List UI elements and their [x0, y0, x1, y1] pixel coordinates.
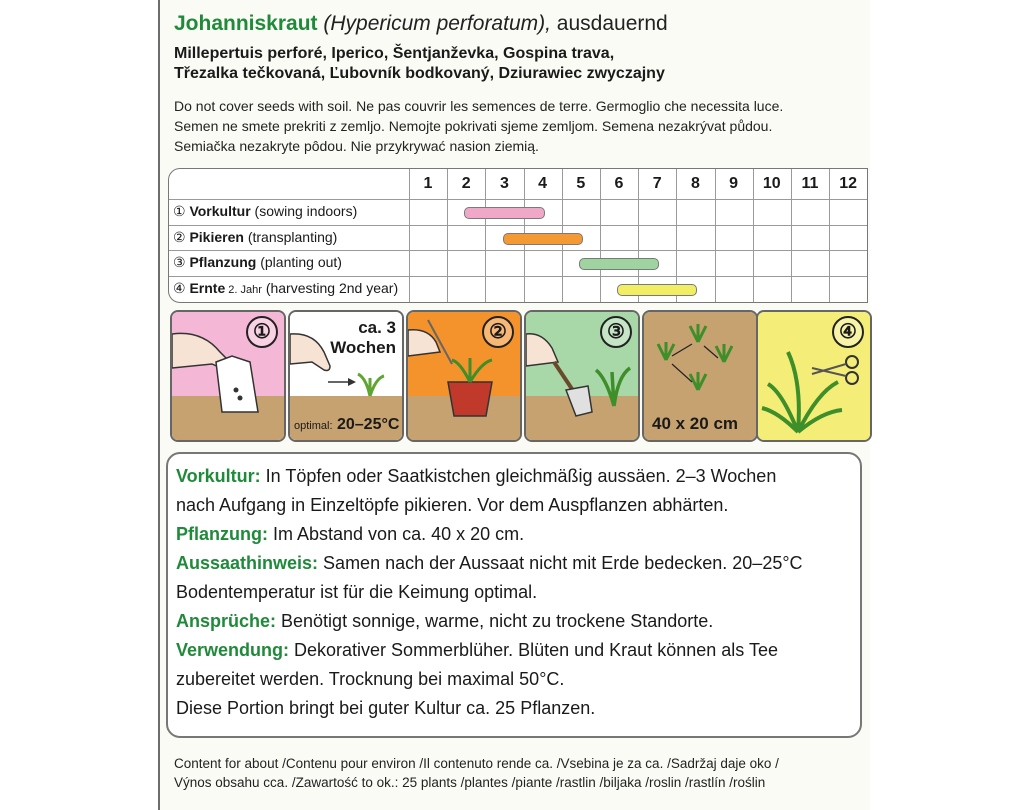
seed-packet-back: [158, 0, 870, 810]
temp-value: 20–25°C: [336, 416, 400, 433]
month-label: 10: [762, 175, 781, 192]
panel-pricking-out: [406, 310, 522, 442]
note-line: Semen ne smete prekriti z zemljo. Nemojte pokrivati sjeme zemljom. Semena nezakrývat půdou.: [174, 118, 773, 134]
temp-caption: optimal:: [294, 420, 333, 432]
month-label: 12: [839, 175, 858, 192]
verwendung-line-2: zubereitet werden. Trocknung bei maximal 50°C.: [176, 669, 565, 689]
month-label: 11: [801, 175, 819, 192]
calendar-bar: [579, 258, 659, 270]
step-number: ③: [600, 316, 632, 348]
month-label: 6: [614, 175, 624, 192]
pflanzung-text: Im Abstand von ca. 40 x 20 cm.: [268, 524, 525, 544]
calendar-row-label: ④ Ernte 2. Jahr (harvesting 2nd year): [173, 279, 399, 296]
calendar-row-label: ③ Pflanzung (planting out): [173, 254, 342, 270]
latin-name: (Hypericum perforatum),: [323, 12, 551, 35]
calendar-row-label: ② Pikieren (transplanting): [173, 228, 338, 245]
month-label: 2: [461, 175, 471, 192]
step-number: ①: [246, 316, 278, 348]
content-footer: [174, 754, 779, 792]
footer-line: Výnos obsahu cca. /Zawartość to ok.: 25 plants /plantes /piante /rastlin /biljaka /roslin /rastlín /roślin: [174, 775, 766, 790]
instructions-box: [166, 452, 862, 738]
step-number: ④: [832, 316, 864, 348]
panel-planting: [524, 310, 640, 442]
german-name: Johanniskraut: [174, 12, 318, 35]
month-label: 7: [652, 175, 662, 192]
aussaat-line: [176, 549, 803, 578]
vorkultur-line-2: nach Aufgang in Einzeltöpfe pikieren. Vor dem Auspflanzen abhärten.: [176, 495, 729, 515]
calendar-bar: [464, 207, 544, 219]
panel-spacing: [642, 310, 758, 442]
verwendung-label: Verwendung:: [176, 640, 290, 660]
month-label: 5: [576, 175, 586, 192]
pflanzung-label: Pflanzung:: [176, 524, 268, 544]
note-line: Semiačka nezakryte pôdou. Nie przykrywać nasion ziemią.: [174, 138, 539, 154]
verwendung-text: Dekorativer Sommerblüher. Blüten und Kraut können als Tee: [289, 640, 778, 660]
calendar-bar: [617, 284, 697, 296]
growing-calendar: [168, 168, 868, 303]
panel-sowing: [170, 310, 286, 442]
month-label: 1: [423, 175, 433, 192]
spacing-label: 40 x 20 cm: [652, 414, 739, 433]
packet-title: [174, 12, 668, 36]
names-line: Millepertuis perforé, Iperico, Šentjanževka, Gospina trava,: [174, 45, 615, 62]
panel-germination: [288, 310, 404, 442]
names-line: Třezalka tečkovaná, Ľubovník bodkovaný, Dziurawiec zwyczajny: [174, 65, 665, 82]
vorkultur-line: [176, 462, 776, 491]
month-label: 3: [499, 175, 509, 192]
duration-label: ca. 3: [358, 318, 396, 337]
anspruche-label: Ansprüche:: [176, 611, 277, 631]
footer-line: Content for about /Contenu pour environ /Il contenuto rende ca. /Vsebina je za ca. /Sadržaj daje oko /: [174, 756, 779, 771]
step-number: ②: [482, 316, 514, 348]
month-label: 4: [538, 175, 548, 192]
anspruche-text: Benötigt sonnige, warme, nicht zu trockene Standorte.: [276, 611, 714, 631]
vorkultur-label: Vorkultur:: [176, 466, 261, 486]
calendar-bar: [503, 233, 583, 245]
portion-line: Diese Portion bringt bei guter Kultur ca. 25 Pflanzen.: [176, 698, 596, 718]
sowing-notes: [174, 96, 783, 156]
month-label: 8: [690, 175, 700, 192]
calendar-row-label: ① Vorkultur (sowing indoors): [173, 203, 358, 219]
translated-names: [174, 44, 665, 84]
vorkultur-text: In Töpfen oder Saatkistchen gleichmäßig aussäen. 2–3 Wochen: [260, 466, 777, 486]
aussaat-line-2: Bodentemperatur ist für die Keimung optimal.: [176, 582, 538, 602]
anspruche-line: [176, 607, 713, 636]
duration-unit: Wochen: [330, 338, 396, 357]
aussaat-text: Samen nach der Aussaat nicht mit Erde bedecken. 20–25°C: [318, 553, 803, 573]
note-line: Do not cover seeds with soil. Ne pas couvrir les semences de terre. Germoglio che necessita luce.: [174, 98, 784, 114]
panel-harvest: [756, 310, 872, 442]
month-label: 9: [729, 175, 739, 192]
aussaat-label: Aussaathinweis:: [176, 553, 319, 573]
duration: ausdauernd: [556, 12, 668, 35]
verwendung-line: [176, 636, 778, 665]
pflanzung-line: [176, 520, 524, 549]
